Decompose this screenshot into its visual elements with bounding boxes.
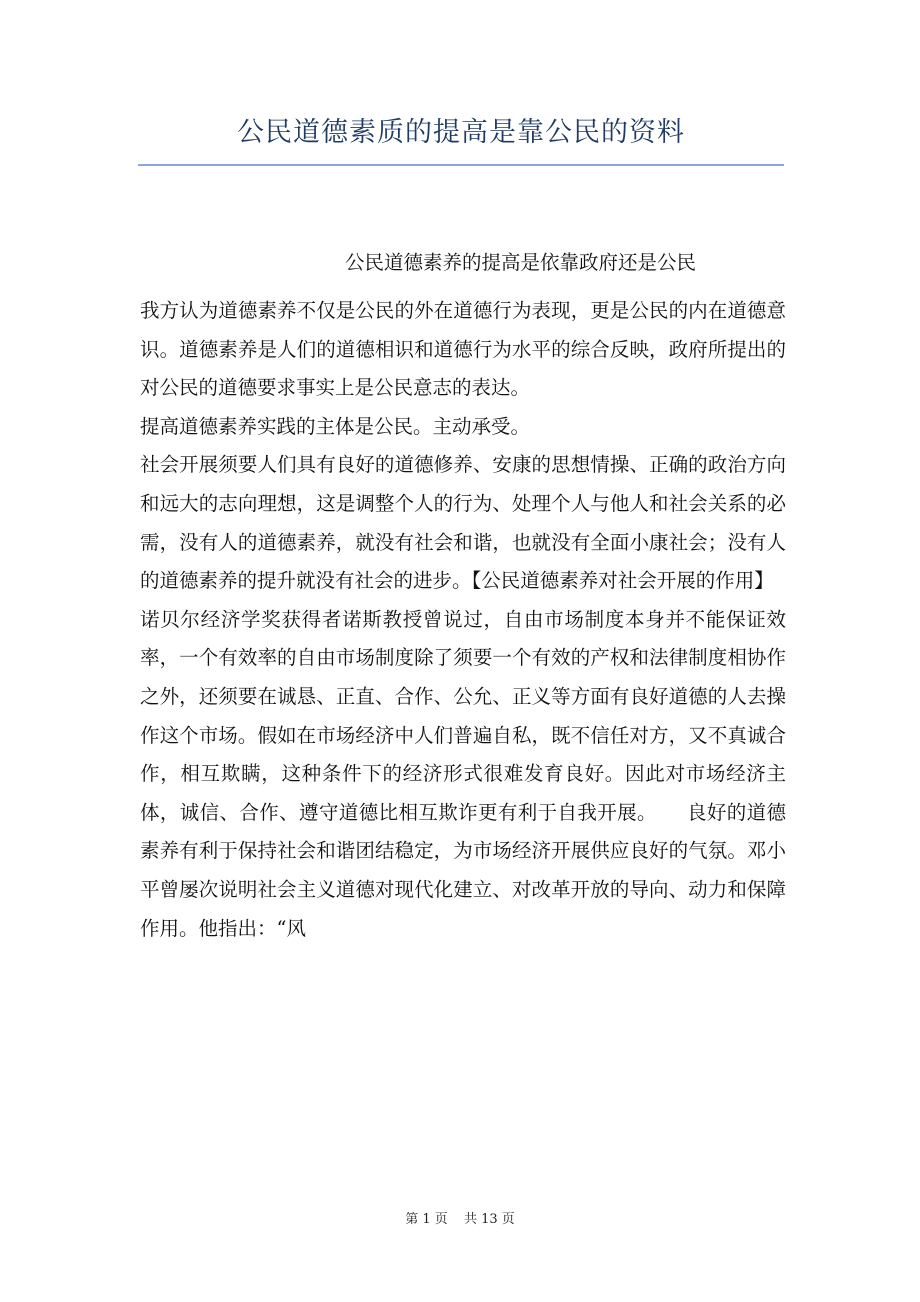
document-title: 公民道德素质的提高是靠公民的资料 bbox=[237, 117, 685, 148]
page-footer bbox=[0, 1208, 920, 1227]
page-number-current: 第 1 页 bbox=[405, 1212, 448, 1227]
paragraph: 社会开展须要人们具有良好的道德修养、安康的思想情操、正确的政治方向和远大的志向理想，这是调整个人的行为、处理个人与他人和社会关系的必需，没有人的道德素养，就没有社会和谐，也就没有全面小康社会；没有人的道德素养的提升就没有社会的进步。【公民道德素养对社会开展的作用】 bbox=[140, 453, 786, 593]
paragraph: 提高道德素养实践的主体是公民。主动承受。 bbox=[140, 414, 531, 438]
paragraph: 诺贝尔经济学奖获得者诺斯教授曾说过，自由市场制度本身并不能保证效率，一个有效率的自由市场制度除了须要一个有效的产权和法律制度相协作之外，还须要在诚恳、正直、合作、公允、正义等方面有良好道德的人去操作这个市场。假如在市场经济中人们普遍自私，既不信任对方，又不真诚合作，相互欺瞒，这种条件下的经济形式很难发育良好。因此对市场经济主体，诚信、合作、遵守道德比相互欺诈更有利于自我开展。 良好的道德素养有利于保持社会和谐团结稳定，为市场经济开展供应良好的气氛。邓小平曾屡次说明社会主义道德对现代化建立、对改革开放的导向、动力和保障作用。他指出：“风 bbox=[140, 607, 786, 940]
paragraph: 我方认为道德素养不仅是公民的外在道德行为表现，更是公民的内在道德意识。道德素养是人们的道德相识和道德行为水平的综合反映，政府所提出的对公民的道德要求事实上是公民意志的表达。 bbox=[140, 299, 786, 400]
document-body bbox=[140, 292, 786, 948]
document-subtitle: 公民道德素养的提高是依靠政府还是公民 bbox=[345, 251, 697, 274]
title-divider bbox=[138, 164, 784, 166]
page-number-total: 共 13 页 bbox=[463, 1212, 515, 1227]
